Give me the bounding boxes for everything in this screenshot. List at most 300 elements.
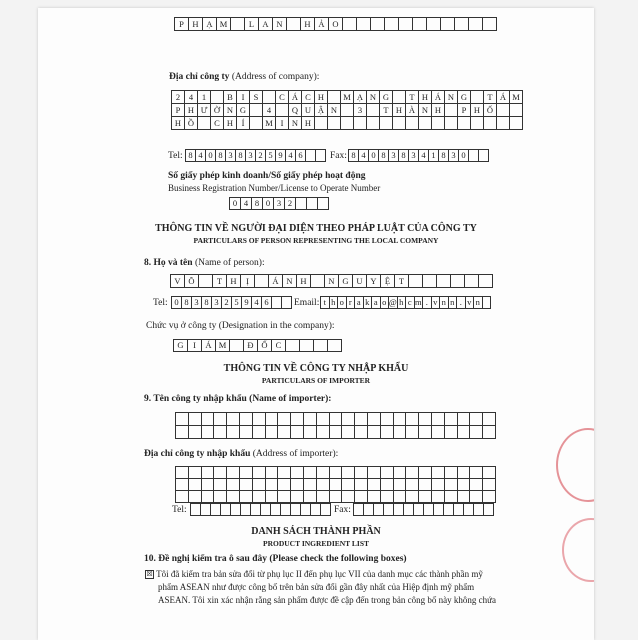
grid-cell [253, 479, 266, 491]
grid-cell [278, 413, 291, 426]
grid-cell: 9 [242, 297, 252, 309]
grid-cell [318, 198, 329, 210]
ingredients-title: DANH SÁCH THÀNH PHẦN [251, 526, 381, 537]
grid-cell [214, 426, 227, 439]
grid-cell: N [289, 117, 302, 130]
grid-cell [394, 467, 407, 479]
grid-cell [367, 104, 380, 117]
grid-cell [296, 198, 307, 210]
grid-cell [355, 413, 368, 426]
grid-cell [414, 504, 424, 516]
grid-cell: 3 [354, 104, 367, 117]
company-fax-grid [348, 149, 489, 162]
grid-cell: I [237, 91, 250, 104]
importer-name-grid [175, 412, 496, 439]
grid-cell: 4 [263, 104, 276, 117]
grid-cell: 3 [226, 150, 236, 162]
position-grid [173, 339, 342, 352]
grid-cell: 0 [459, 150, 469, 162]
grid-cell: 8 [252, 198, 263, 210]
grid-cell [227, 479, 240, 491]
grid-cell: n [449, 297, 458, 309]
grid-cell: T [395, 275, 409, 288]
grid-cell [368, 479, 381, 491]
grid-cell: P [458, 104, 471, 117]
grid-cell: G [237, 104, 250, 117]
grid-cell [371, 18, 385, 31]
grid-cell [458, 467, 471, 479]
grid-cell [343, 18, 357, 31]
grid-cell [441, 18, 455, 31]
grid-cell: H [471, 104, 484, 117]
importer-fax-label: Fax: [334, 505, 351, 515]
grid-cell: H [301, 18, 315, 31]
grid-cell [278, 426, 291, 439]
company-address-grid [171, 90, 523, 130]
grid-cell [328, 91, 341, 104]
grid-cell [483, 18, 497, 31]
note-line-2: phẩm ASEAN như được công bố trên bản sửa đổi gần đây nhất của Hiệp định mỹ phẩm [158, 582, 475, 592]
grid-cell [374, 504, 384, 516]
grid-cell: Y [367, 275, 381, 288]
grid-cell [201, 504, 211, 516]
person-email-label: Email: [294, 298, 320, 308]
grid-cell [304, 491, 317, 503]
grid-cell [445, 117, 458, 130]
grid-cell [321, 504, 331, 516]
grid-cell: 3 [409, 150, 419, 162]
grid-cell [406, 491, 419, 503]
grid-cell [211, 504, 221, 516]
grid-cell [250, 117, 263, 130]
grid-cell [227, 467, 240, 479]
grid-cell [394, 479, 407, 491]
grid-cell: 0 [172, 297, 182, 309]
grid-cell [451, 275, 465, 288]
grid-cell [291, 413, 304, 426]
grid-cell: 0 [230, 198, 241, 210]
grid-cell: 8 [216, 150, 226, 162]
person-name-grid [170, 274, 493, 288]
grid-cell: 6 [296, 150, 306, 162]
importer-title: THÔNG TIN VỀ CÔNG TY NHẬP KHẨU [223, 363, 409, 374]
grid-cell [304, 426, 317, 439]
grid-cell [253, 413, 266, 426]
grid-cell [497, 104, 510, 117]
company-tel-grid [185, 149, 326, 162]
grid-cell: Ạ [354, 91, 367, 104]
grid-cell: t [321, 297, 330, 309]
grid-cell [214, 467, 227, 479]
position-label: Chức vụ ở công ty (Designation in the company): [146, 321, 335, 331]
grid-cell [394, 413, 407, 426]
grid-cell: 4 [241, 198, 252, 210]
grid-cell [381, 491, 394, 503]
grid-cell [240, 413, 253, 426]
grid-cell: 2 [256, 150, 266, 162]
grid-cell [432, 467, 445, 479]
grid-cell: Ồ [185, 117, 198, 130]
grid-cell: 8 [202, 297, 212, 309]
grid-cell [276, 104, 289, 117]
grid-cell: h [330, 297, 339, 309]
grid-cell: Ố [258, 340, 272, 352]
grid-cell [176, 479, 189, 491]
grid-cell: U [302, 104, 315, 117]
grid-cell [227, 426, 240, 439]
company-tel-label: Tel: [168, 151, 183, 161]
grid-cell [445, 479, 458, 491]
grid-cell [330, 467, 343, 479]
grid-cell [291, 467, 304, 479]
grid-cell [445, 426, 458, 439]
grid-cell [454, 504, 464, 516]
grid-cell: Á [497, 91, 510, 104]
grid-cell: H [172, 117, 185, 130]
person-tel-grid [171, 296, 292, 309]
grid-cell [458, 491, 471, 503]
grid-cell: v [466, 297, 475, 309]
grid-cell: 4 [185, 91, 198, 104]
grid-cell: P [175, 18, 189, 31]
grid-cell: U [353, 275, 367, 288]
grid-cell [368, 467, 381, 479]
grid-cell: Á [269, 275, 283, 288]
grid-cell [458, 479, 471, 491]
grid-cell [355, 479, 368, 491]
grid-cell [470, 479, 483, 491]
grid-cell [263, 91, 276, 104]
grid-cell [419, 479, 432, 491]
grid-cell: Á [202, 340, 216, 352]
grid-cell [455, 18, 469, 31]
grid-cell: Ờ [211, 104, 224, 117]
grid-cell [311, 504, 321, 516]
grid-cell: M [216, 340, 230, 352]
importer-address-label: Địa chỉ công ty nhập khẩu (Address of importer): [144, 449, 339, 459]
grid-cell: H [393, 104, 406, 117]
grid-cell [227, 491, 240, 503]
grid-cell [202, 426, 215, 439]
grid-cell [287, 18, 301, 31]
grid-cell [189, 491, 202, 503]
importer-name-label: 9. Tên công ty nhập khẩu (Name of importer): [144, 394, 332, 404]
grid-cell: Õ [185, 275, 199, 288]
grid-cell: Ả [315, 18, 329, 31]
grid-cell: M [217, 18, 231, 31]
grid-cell [381, 479, 394, 491]
grid-cell: . [423, 297, 432, 309]
importer-subtitle: PARTICULARS OF IMPORTER [261, 376, 371, 385]
grid-cell [304, 479, 317, 491]
grid-cell [266, 491, 279, 503]
grid-cell [198, 117, 211, 130]
grid-cell [394, 504, 404, 516]
grid-cell [317, 413, 330, 426]
grid-cell [317, 491, 330, 503]
grid-cell [240, 426, 253, 439]
grid-cell [231, 504, 241, 516]
grid-cell [251, 504, 261, 516]
grid-cell [221, 504, 231, 516]
grid-cell [176, 413, 189, 426]
grid-cell: n [440, 297, 449, 309]
grid-cell [469, 18, 483, 31]
grid-cell: N [328, 104, 341, 117]
grid-cell [176, 467, 189, 479]
grid-cell [301, 504, 311, 516]
grid-cell [253, 467, 266, 479]
grid-cell [355, 426, 368, 439]
grid-cell [470, 426, 483, 439]
grid-cell [278, 491, 291, 503]
grid-cell [291, 504, 301, 516]
grid-cell [307, 198, 318, 210]
grid-cell [479, 150, 489, 162]
grid-cell [394, 426, 407, 439]
license-grid [229, 197, 329, 210]
check-boxes-label: 10. Đề nghị kiểm tra ô sau đây (Please check the following boxes) [144, 554, 407, 564]
grid-cell: N [367, 91, 380, 104]
grid-cell: H [297, 275, 311, 288]
grid-cell: Ạ [203, 18, 217, 31]
grid-cell [342, 413, 355, 426]
grid-cell [189, 426, 202, 439]
grid-cell [381, 426, 394, 439]
red-seal-stamp [556, 428, 594, 502]
grid-cell [240, 467, 253, 479]
grid-cell: À [406, 104, 419, 117]
grid-cell [261, 504, 271, 516]
grid-cell: 2 [172, 91, 185, 104]
grid-cell [469, 150, 479, 162]
grid-cell [385, 18, 399, 31]
grid-cell [341, 104, 354, 117]
grid-cell [380, 117, 393, 130]
license-label: Số giấy phép kinh doanh/Số giấy phép hoạt động [168, 171, 366, 181]
grid-cell [471, 117, 484, 130]
grid-cell: H [189, 18, 203, 31]
grid-cell [406, 467, 419, 479]
grid-cell [330, 413, 343, 426]
grid-cell: 1 [198, 91, 211, 104]
grid-cell: T [484, 91, 497, 104]
grid-cell: c [406, 297, 415, 309]
grid-cell: Ị [241, 275, 255, 288]
grid-cell [317, 479, 330, 491]
grid-cell: C [276, 91, 289, 104]
grid-cell: T [213, 275, 227, 288]
grid-cell: 0 [206, 150, 216, 162]
grid-cell [266, 479, 279, 491]
grid-cell [381, 413, 394, 426]
declaration-note [145, 568, 496, 607]
grid-cell: 6 [262, 297, 272, 309]
representative-subtitle: PARTICULARS OF PERSON REPRESENTING THE LOCAL COMPANY [193, 236, 439, 245]
grid-cell: o [381, 297, 390, 309]
grid-cell [393, 91, 406, 104]
grid-cell [342, 479, 355, 491]
grid-cell [368, 426, 381, 439]
grid-cell: 3 [212, 297, 222, 309]
grid-cell [445, 467, 458, 479]
grid-cell [342, 426, 355, 439]
grid-cell [316, 150, 326, 162]
importer-tel-label: Tel: [172, 505, 187, 515]
grid-cell [304, 467, 317, 479]
grid-cell: H [227, 275, 241, 288]
grid-cell: C [211, 117, 224, 130]
grid-cell [227, 413, 240, 426]
grid-cell [278, 479, 291, 491]
company-fax-label: Fax: [330, 151, 347, 161]
grid-cell [281, 504, 291, 516]
grid-cell: 3 [274, 198, 285, 210]
grid-cell: I [188, 340, 202, 352]
grid-cell [445, 104, 458, 117]
grid-cell [471, 91, 484, 104]
grid-cell: M [510, 91, 523, 104]
grid-cell [419, 467, 432, 479]
company-address-label: Địa chỉ công ty (Address of company): [169, 72, 320, 82]
grid-cell [282, 297, 292, 309]
grid-cell: C [272, 340, 286, 352]
grid-cell [211, 91, 224, 104]
grid-cell: Ố [484, 104, 497, 117]
grid-cell [291, 491, 304, 503]
grid-cell [199, 275, 213, 288]
grid-cell: 3 [246, 150, 256, 162]
grid-cell: H [224, 117, 237, 130]
grid-cell [368, 413, 381, 426]
grid-cell [483, 491, 496, 503]
grid-cell [300, 340, 314, 352]
grid-cell [328, 117, 341, 130]
grid-cell [266, 467, 279, 479]
grid-cell [330, 491, 343, 503]
grid-cell: G [380, 91, 393, 104]
grid-cell [483, 479, 496, 491]
grid-cell: M [263, 117, 276, 130]
grid-cell [465, 275, 479, 288]
grid-cell [266, 413, 279, 426]
grid-cell [432, 426, 445, 439]
grid-cell: 4 [196, 150, 206, 162]
grid-cell [470, 413, 483, 426]
grid-cell: M [341, 91, 354, 104]
importer-address-grid [175, 466, 496, 503]
grid-cell [253, 426, 266, 439]
grid-cell [437, 275, 451, 288]
grid-cell [423, 275, 437, 288]
grid-cell: 8 [186, 150, 196, 162]
grid-cell: H [315, 91, 328, 104]
grid-cell: Q [289, 104, 302, 117]
declaration-checkbox[interactable]: ☒ [146, 570, 153, 579]
grid-cell [191, 504, 201, 516]
grid-cell: h [398, 297, 407, 309]
grid-cell: 8 [349, 150, 359, 162]
grid-cell: G [339, 275, 353, 288]
grid-cell [484, 504, 494, 516]
grid-cell [189, 479, 202, 491]
grid-cell [419, 426, 432, 439]
grid-cell [427, 18, 441, 31]
grid-cell [355, 467, 368, 479]
grid-cell [214, 491, 227, 503]
grid-cell [458, 117, 471, 130]
license-label-en: Business Registration Number/License to Operate Number [168, 183, 381, 193]
grid-cell: k [364, 297, 373, 309]
grid-cell: A [259, 18, 273, 31]
grid-cell: O [329, 18, 343, 31]
grid-cell: G [174, 340, 188, 352]
ingredients-subtitle: PRODUCT INGREDIENT LIST [263, 539, 369, 548]
representative-title: THÔNG TIN VỀ NGƯỜI ĐẠI DIỆN THEO PHÁP LUẬT CỦA CÔNG TY [155, 223, 477, 234]
grid-cell: Ư [198, 104, 211, 117]
grid-cell [240, 479, 253, 491]
grid-cell [355, 491, 368, 503]
grid-cell: a [372, 297, 381, 309]
grid-cell: 0 [263, 198, 274, 210]
grid-cell: N [273, 18, 287, 31]
grid-cell [367, 117, 380, 130]
grid-cell: 2 [285, 198, 296, 210]
grid-cell: H [419, 91, 432, 104]
grid-cell: 8 [182, 297, 192, 309]
grid-cell: m [414, 297, 422, 308]
grid-cell: N [283, 275, 297, 288]
grid-cell: a [355, 297, 364, 309]
grid-cell [230, 340, 244, 352]
grid-cell [434, 504, 444, 516]
grid-cell [510, 104, 523, 117]
grid-cell: 4 [286, 150, 296, 162]
grid-cell [354, 117, 367, 130]
grid-cell: T [380, 104, 393, 117]
grid-cell [304, 413, 317, 426]
grid-cell [432, 413, 445, 426]
grid-cell: B [224, 91, 237, 104]
grid-cell: 5 [232, 297, 242, 309]
grid-cell [510, 117, 523, 130]
grid-cell: Đ [244, 340, 258, 352]
grid-cell [432, 491, 445, 503]
grid-cell [255, 275, 269, 288]
grid-cell [342, 491, 355, 503]
grid-cell: N [419, 104, 432, 117]
grid-cell [315, 117, 328, 130]
note-line-1: Tôi đã kiểm tra bản sửa đổi từ phụ lục II đến phụ lục VII của danh mục các thành phần mỹ [156, 569, 483, 579]
company-name-grid [174, 17, 497, 31]
grid-cell [445, 413, 458, 426]
grid-cell: r [347, 297, 356, 309]
grid-cell [479, 275, 493, 288]
grid-cell: 4 [419, 150, 429, 162]
grid-cell [253, 491, 266, 503]
grid-cell: 8 [399, 150, 409, 162]
note-line-3: ASEAN. Tôi xin xác nhận rằng sản phẩm được đề cập đến trong bản công bố này không chứa [158, 595, 497, 605]
grid-cell: N [224, 104, 237, 117]
grid-cell [483, 297, 492, 309]
person-email-grid [320, 296, 491, 309]
grid-cell [214, 413, 227, 426]
grid-cell [357, 18, 371, 31]
grid-cell [278, 467, 291, 479]
grid-cell [404, 504, 414, 516]
grid-cell: 3 [389, 150, 399, 162]
grid-cell: N [445, 91, 458, 104]
